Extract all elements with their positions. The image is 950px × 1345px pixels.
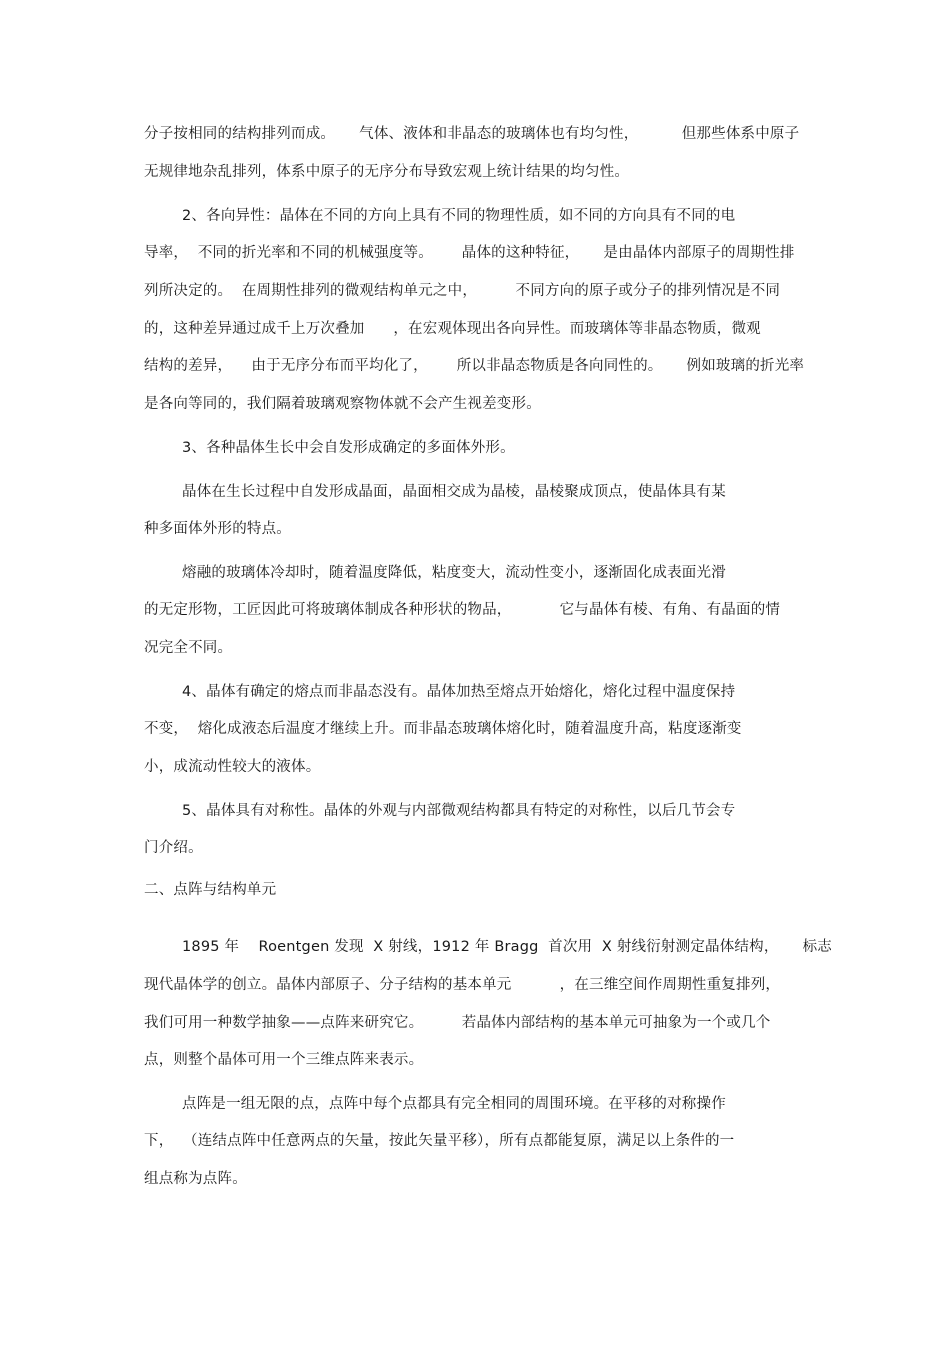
text-line-10: 晶体在生长过程中自发形成晶面，晶面相交成为晶棱，晶棱聚成顶点，使晶体具有某	[182, 484, 726, 500]
text-line-15: 4、晶体有确定的熔点而非晶态没有。晶体加热至熔点开始熔化，熔化过程中温度保持	[182, 684, 736, 700]
text-line-22: 现代晶体学的创立。晶体内部原子、分子结构的基本单元 ，在三维空间作周期性重复排列，	[144, 977, 781, 993]
text-line-13: 的无定形物，工匠因此可将玻璃体制成各种形状的物品， 它与晶体有棱、有角、有晶面的情	[144, 602, 781, 618]
text-line-1: 分子按相同的结构排列而成。 气体、液体和非晶态的玻璃体也有均匀性， 但那些体系中原子	[144, 126, 800, 142]
text-line-12: 熔融的玻璃体冷却时，随着温度降低，粘度变大，流动性变小，逐渐固化成表面光滑	[182, 565, 726, 581]
text-line-3: 2、各向异性：晶体在不同的方向上具有不同的物理性质，如不同的方向具有不同的电	[182, 208, 736, 224]
text-line-25: 点阵是一组无限的点，点阵中每个点都具有完全相同的周围环境。在平移的对称操作	[182, 1096, 726, 1112]
text-line-9: 3、各种晶体生长中会自发形成确定的多面体外形。	[182, 440, 515, 456]
text-line-14: 况完全不同。	[144, 640, 233, 656]
text-line-11: 种多面体外形的特点。	[144, 521, 291, 537]
text-line-21: 1895 年 Roentgen 发现 X 射线，1912 年 Bragg 首次用 X 射线衍射测定晶体结构， 标志	[182, 939, 832, 955]
text-line-5: 列所决定的。 在周期性排列的微观结构单元之中， 不同方向的原子或分子的排列情况是不同	[144, 283, 781, 299]
text-line-16: 不变， 熔化成液态后温度才继续上升。而非晶态玻璃体熔化时，随着温度升高，粘度逐渐变	[144, 721, 742, 737]
text-line-26: 下， （连结点阵中任意两点的矢量，按此矢量平移），所有点都能复原，满足以上条件的一	[144, 1133, 735, 1149]
section-heading: 二、点阵与结构单元	[144, 882, 277, 898]
text-line-19: 门介绍。	[144, 840, 203, 856]
text-line-2: 无规律地杂乱排列，体系中原子的无序分布导致宏观上统计结果的均匀性。	[144, 164, 630, 180]
text-line-7: 结构的差异， 由于无序分布而平均化了， 所以非晶态物质是各向同性的。 例如玻璃的折光率	[144, 358, 805, 374]
text-line-23: 我们可用一种数学抽象——点阵来研究它。 若晶体内部结构的基本单元可抽象为一个或几个	[144, 1015, 771, 1031]
text-line-17: 小，成流动性较大的液体。	[144, 759, 321, 775]
text-line-8: 是各向等同的，我们隔着玻璃观察物体就不会产生视差变形。	[144, 396, 541, 412]
text-line-27: 组点称为点阵。	[144, 1171, 247, 1187]
text-line-24: 点，则整个晶体可用一个三维点阵来表示。	[144, 1052, 424, 1068]
text-line-18: 5、晶体具有对称性。晶体的外观与内部微观结构都具有特定的对称性，以后几节会专	[182, 803, 736, 819]
text-line-6: 的，这种差异通过成千上万次叠加 ，在宏观体现出各向异性。而玻璃体等非晶态物质，微观	[144, 321, 761, 337]
text-line-4: 导率， 不同的折光率和不同的机械强度等。 晶体的这种特征， 是由晶体内部原子的周期性排	[144, 245, 795, 261]
